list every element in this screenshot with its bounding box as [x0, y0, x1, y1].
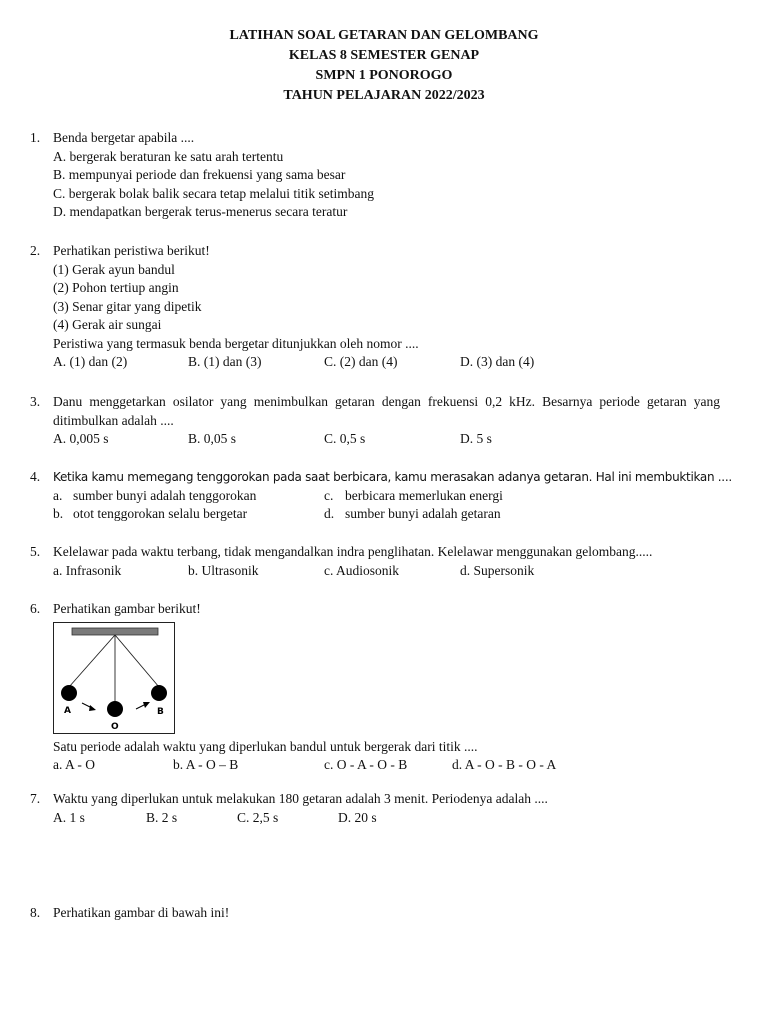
option-b: B. 2 s — [146, 809, 178, 825]
question-5 — [30, 543, 720, 580]
option-a: A. bergerak beraturan ke satu arah tertentu — [53, 148, 284, 164]
question-8 — [30, 904, 720, 923]
option-b: B. mempunyai periode dan frekuensi yang sama besar — [53, 167, 346, 182]
arrow-head-b — [143, 702, 150, 708]
question-prompt: Peristiwa yang termasuk benda bergetar ditunjukkan oleh nomor .... — [53, 335, 419, 351]
option-d-letter: d. — [324, 506, 335, 521]
option-c: C. 0,5 s — [324, 431, 366, 446]
question-text: Ketika kamu memegang tenggorokan pada saat berbicara, kamu merasakan adanya getaran. Hal ini membuktikan .... — [53, 470, 732, 484]
title-line-2: KELAS 8 SEMESTER GENAP — [288, 48, 480, 63]
option-c: berbicara memerlukan energi — [345, 487, 503, 503]
title-line-3: SMPN 1 PONOROGO — [315, 68, 453, 83]
option-d: D. 5 s — [460, 431, 492, 446]
option-c: c. O - A - O - B — [324, 757, 408, 772]
arrow-head-a — [89, 705, 96, 711]
question-text: Kelelawar pada waktu terbang, tidak mengandalkan indra penglihatan. Kelelawar menggunakan gelombang..... — [53, 544, 653, 559]
option-d: D. (3) dan (4) — [460, 354, 535, 369]
option-a: A. (1) dan (2) — [53, 354, 128, 369]
question-7 — [30, 790, 720, 827]
option-a-letter: a. — [53, 487, 63, 503]
pendulum-diagram — [54, 623, 174, 733]
option-b: b. Ultrasonik — [188, 562, 259, 578]
option-d: D. 20 s — [338, 809, 377, 825]
question-prompt: Satu periode adalah waktu yang diperlukan bandul untuk bergerak dari titik .... — [53, 738, 478, 754]
option-a: a. Infrasonik — [53, 562, 122, 578]
pendulum-figure — [53, 622, 175, 734]
figure-label-b: B — [157, 706, 164, 717]
bob-o — [107, 701, 123, 717]
question-6 — [30, 600, 720, 775]
question-number: 1. — [30, 130, 41, 145]
document-header — [0, 26, 768, 106]
option-c: C. 2,5 s — [237, 809, 279, 825]
option-c: C. bergerak bolak balik secara tetap melalui titik setimbang — [53, 185, 375, 201]
option-d: d. Supersonik — [460, 562, 535, 578]
title-line-4: TAHUN PELAJARAN 2022/2023 — [283, 88, 485, 103]
option-b: b. A - O – B — [173, 757, 239, 772]
question-text: Perhatikan gambar di bawah ini! — [53, 905, 230, 920]
question-number: 8. — [30, 905, 41, 920]
question-text: Perhatikan peristiwa berikut! — [53, 243, 210, 258]
option-a: sumber bunyi adalah tenggorokan — [73, 487, 257, 503]
option-a: A. 1 s — [53, 809, 85, 825]
question-1 — [30, 129, 720, 222]
option-b: B. 0,05 s — [188, 431, 237, 446]
option-c-letter: c. — [324, 487, 334, 503]
option-b: otot tenggorokan selalu bergetar — [73, 506, 248, 521]
list-item: (2) Pohon tertiup angin — [53, 280, 179, 295]
string-b — [115, 635, 159, 687]
question-number: 6. — [30, 601, 41, 616]
option-b-letter: b. — [53, 506, 64, 521]
pendulum-support — [72, 628, 158, 635]
question-number: 3. — [30, 394, 41, 409]
title-line-1: LATIHAN SOAL GETARAN DAN GELOMBANG — [229, 28, 539, 43]
bob-b — [151, 685, 167, 701]
figure-label-o: O — [111, 721, 119, 732]
list-item: (3) Senar gitar yang dipetik — [53, 298, 202, 314]
option-c: C. (2) dan (4) — [324, 354, 398, 369]
option-d: D. mendapatkan bergerak terus-menerus secara teratur — [53, 204, 348, 219]
list-item: (1) Gerak ayun bandul — [53, 261, 175, 277]
option-a: A. 0,005 s — [53, 431, 109, 446]
string-a — [69, 635, 115, 687]
option-d: sumber bunyi adalah getaran — [345, 506, 501, 521]
question-text: Perhatikan gambar berikut! — [53, 601, 201, 616]
question-number: 5. — [30, 544, 41, 559]
question-2 — [30, 242, 720, 372]
list-item: (4) Gerak air sungai — [53, 317, 162, 332]
option-a: a. A - O — [53, 757, 95, 772]
option-d: d. A - O - B - O - A — [452, 757, 557, 772]
question-number: 2. — [30, 243, 41, 258]
question-text: Benda bergetar apabila .... — [53, 130, 195, 145]
question-number: 4. — [30, 469, 41, 484]
figure-label-a: A — [64, 705, 71, 716]
question-4 — [30, 468, 732, 524]
question-3 — [30, 393, 720, 449]
option-c: c. Audiosonik — [324, 562, 400, 578]
bob-a — [61, 685, 77, 701]
option-b: B. (1) dan (3) — [188, 354, 262, 369]
question-number: 7. — [30, 791, 41, 806]
question-text: Waktu yang diperlukan untuk melakukan 180 getaran adalah 3 menit. Periodenya adalah .... — [53, 791, 548, 806]
question-text: Danu menggetarkan osilator yang menimbulkan getaran dengan frekuensi 0,2 kHz. Besarnya periode getaran yang ditimbulkan adalah .... — [53, 394, 720, 428]
